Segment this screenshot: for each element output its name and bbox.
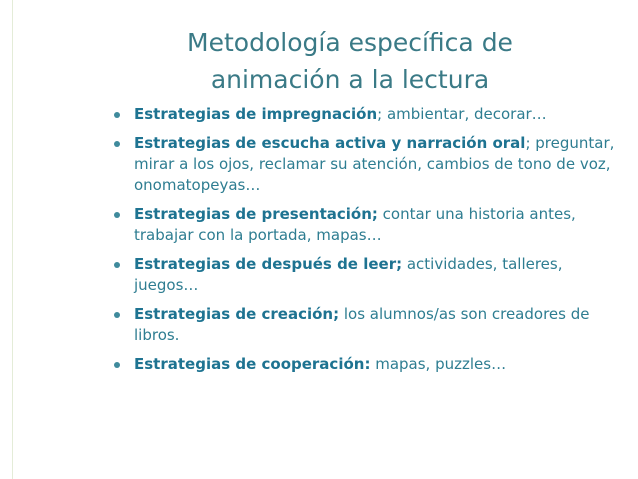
bullet-item: [108, 304, 628, 346]
bullet-item: [108, 104, 628, 125]
strategy-name: Estrategias de creación;: [134, 305, 340, 323]
bullet-dot-icon: [114, 312, 120, 318]
title-line-2: animación a la lectura: [210, 65, 490, 94]
bullet-item: [108, 204, 628, 246]
slide-title: [120, 24, 580, 98]
bullet-dot-icon: [114, 112, 120, 118]
strategy-separator: ;: [525, 134, 531, 152]
bullet-dot-icon: [114, 262, 120, 268]
strategy-separator: ;: [377, 105, 383, 123]
decorative-left-line: [12, 0, 13, 479]
bullet-dot-icon: [114, 141, 120, 147]
title-line-1: Metodología específica de: [187, 28, 513, 57]
bullet-dot-icon: [114, 362, 120, 368]
strategy-name: Estrategias de después de leer;: [134, 255, 403, 273]
strategy-description: mapas, puzzles…: [370, 355, 507, 373]
strategy-name: Estrategias de presentación;: [134, 205, 378, 223]
strategy-description: actividades, talleres, juegos…: [134, 255, 563, 294]
strategy-description: preguntar, mirar a los ojos, reclamar su atención, cambios de tono de voz, onomatopeyas…: [134, 134, 615, 194]
strategy-name: Estrategias de cooperación:: [134, 355, 371, 373]
bullet-item: [108, 133, 628, 196]
strategy-description: los alumnos/as son creadores de libros.: [134, 305, 590, 344]
bullet-item: [108, 354, 628, 375]
strategy-name: Estrategias de impregnación: [134, 105, 378, 123]
bullet-list: [108, 104, 628, 383]
strategy-description: contar una historia antes, trabajar con la portada, mapas…: [134, 205, 576, 244]
bullet-item: [108, 254, 628, 296]
strategy-name: Estrategias de escucha activa y narración oral: [134, 134, 526, 152]
strategy-description: ambientar, decorar…: [382, 105, 547, 123]
bullet-dot-icon: [114, 212, 120, 218]
